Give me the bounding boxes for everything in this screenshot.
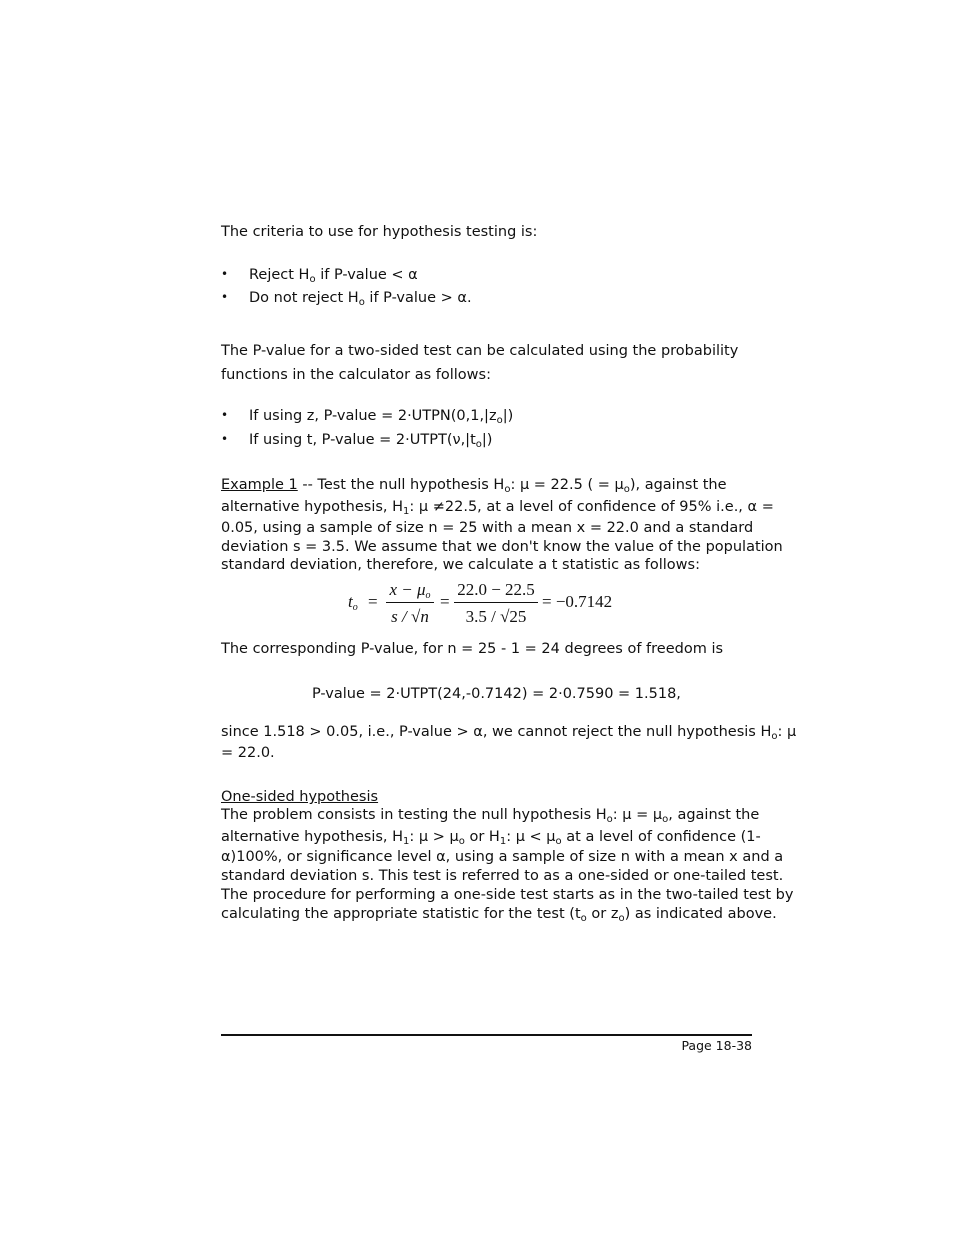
criteria-item-not-reject: Do not reject $H_o$ if P-value > α. — [249, 290, 472, 308]
corresponding-text: The corresponding P-value, for n = 25 - 1 = 24 degrees of freedom is — [221, 641, 724, 657]
bullet-dot: • — [221, 290, 229, 304]
t-statistic-formula: $t_o$ = $x - \mu_o$ s / √n = 22.0 − 22.5 3.5 / √25 = −0.7142 — [348, 580, 613, 626]
example-line-4: deviation s = 3.5. We assume that we don't know the value of the population — [221, 539, 783, 555]
one-sided-line-1: The problem consists in testing the null hypothesis $H_o$: $\mu = \mu_o$, against the — [221, 807, 760, 825]
pvalue-calculation: P-value = 2·UTPT(24,-0.7142) = 2·0.7590 = 1.518, — [312, 686, 681, 702]
one-sided-line-6: calculating the appropriate statistic for the test ($t_o$ or $z_o$) as indicated above. — [221, 906, 777, 924]
pvalue-paragraph: The P-value for a two-sided test can be calculated using the probability functions in the calculator as follows: — [221, 343, 739, 383]
bullet-dot: • — [221, 408, 229, 422]
example-line-5: standard deviation, therefore, we calculate a t statistic as follows: — [221, 557, 700, 573]
criteria-item-reject: Reject $H_o$ if P-value < α — [249, 267, 418, 285]
one-sided-line-3: α)100%, or significance level α, using a sample of size n with a mean x and a — [221, 849, 784, 865]
footer-rule — [221, 1034, 752, 1036]
one-sided-line-2: alternative hypothesis, $H_1$: $\mu > \mu_o$ or $H_1$: $\mu < \mu_o$ at a level of confidence (1- — [221, 829, 761, 847]
example-line-2: alternative hypothesis, $H_1$: μ ≠22.5, at a level of confidence of 95% i.e., α = — [221, 499, 774, 517]
since-line-2: = 22.0. — [221, 745, 275, 761]
example-line-1: Example 1 -- Test the null hypothesis $H_o$: μ = 22.5 ( = $\mu_o$), against the — [221, 477, 727, 495]
one-sided-line-5: The procedure for performing a one-side test starts as in the two-tailed test by — [221, 887, 794, 903]
bullet-dot: • — [221, 432, 229, 446]
example-line-3: 0.05, using a sample of size n = 25 with a mean x = 22.0 and a standard — [221, 520, 754, 536]
example-label: Example 1 — [221, 477, 298, 493]
pvalue-func-z: If using z, P-value = $2\cdot UTPN(0,1,|z_o|)$ — [249, 408, 514, 426]
since-line-1: since 1.518 > 0.05, i.e., P-value > α, we cannot reject the null hypothesis $H_o$: μ — [221, 724, 797, 742]
intro-text: The criteria to use for hypothesis testing is: — [221, 224, 538, 240]
one-sided-line-4: standard deviation s. This test is referred to as a one-sided or one-tailed test. — [221, 868, 784, 884]
page-number: Page 18-38 — [681, 1038, 752, 1053]
one-sided-heading: One-sided hypothesis — [221, 789, 379, 805]
bullet-dot: • — [221, 267, 229, 281]
pvalue-func-t: If using t, P-value = $2\cdot UTPT(\nu,|t_o|)$ — [249, 432, 493, 450]
